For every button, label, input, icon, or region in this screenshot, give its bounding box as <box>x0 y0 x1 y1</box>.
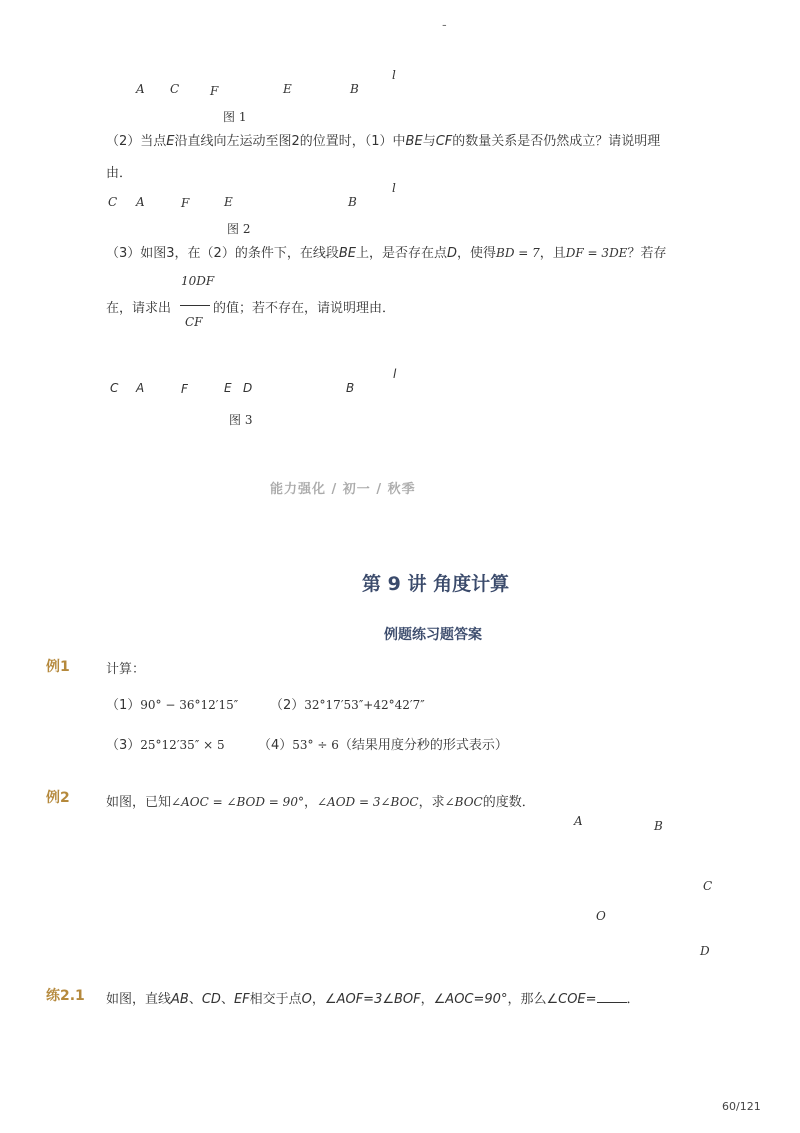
text: ，且 <box>539 246 566 261</box>
item-label: （1） <box>106 698 141 713</box>
line-label-l: l <box>392 181 396 195</box>
point-label: B <box>654 819 663 833</box>
point-label: B <box>350 82 359 96</box>
line-label-l: l <box>392 68 396 82</box>
var-d: D <box>446 246 457 261</box>
text: ， <box>420 992 434 1007</box>
point-label: A <box>574 814 583 828</box>
var-ef: EF <box>233 992 250 1007</box>
equation: ∠AOD = 3∠BOC <box>316 795 419 809</box>
equation: ∠AOC=90° <box>433 992 508 1007</box>
point-label: E <box>224 381 232 395</box>
item-label: （4） <box>258 738 293 753</box>
question-2-line-1 <box>106 130 660 149</box>
point-label: E <box>224 195 233 209</box>
text: ？若存 <box>627 246 667 261</box>
line-label-l: l <box>393 367 397 381</box>
fraction-bar <box>180 305 210 306</box>
equation: ∠COE= <box>546 992 597 1007</box>
point-label: B <box>346 381 355 395</box>
example-1-item-4 <box>258 734 508 753</box>
equation: BD = 7 <box>496 246 540 260</box>
point-label: D <box>243 381 253 395</box>
point-label: F <box>181 196 190 210</box>
point-label: O <box>596 909 606 923</box>
text: 沿直线向左运动至图2的位置时，（1）中 <box>174 134 406 149</box>
example-1-item-1 <box>106 694 238 713</box>
item-label: （2） <box>270 698 305 713</box>
point-label: F <box>181 382 188 396</box>
example-2-label: 例2 <box>46 790 70 806</box>
expression: 25°12′35″ × 5 <box>140 738 225 752</box>
figure-caption: 图 3 <box>229 413 253 427</box>
point-label: A <box>136 381 145 395</box>
practice-2-1-label: 练2.1 <box>46 988 85 1004</box>
var-o: O <box>301 992 312 1007</box>
point-label: C <box>170 82 180 96</box>
section-title: 例题练习题答案 <box>384 627 482 643</box>
text: 、 <box>188 992 202 1007</box>
point-label: E <box>283 82 292 96</box>
note: （结果用度分秒的形式表示） <box>338 738 508 753</box>
point-label: A <box>136 195 145 209</box>
header-mark: - <box>442 18 447 33</box>
course-footer: 能力强化 / 初一 / 秋季 <box>270 482 416 497</box>
text: 与 <box>422 134 436 149</box>
text: 的数量关系是否仍然成立？请说明理 <box>452 134 661 149</box>
text: ，使得 <box>457 246 497 261</box>
figure-caption: 图 1 <box>223 110 247 124</box>
equation: ∠BOC <box>444 795 483 809</box>
point-label: C <box>110 381 119 395</box>
text: 的度数． <box>482 795 535 810</box>
point-label: F <box>210 84 219 98</box>
var-ab: AB <box>171 992 189 1007</box>
expression: 32°17′53″+42°42′7″ <box>304 698 425 712</box>
text: ． <box>626 992 640 1007</box>
page-number: 60/121 <box>722 1100 761 1113</box>
point-label: A <box>136 82 145 96</box>
text: 上，是否存在点 <box>355 246 447 261</box>
expression: 90° − 36°12′15″ <box>140 698 239 712</box>
text: （2）当点 <box>106 134 167 149</box>
example-1-intro: 计算： <box>106 662 146 677</box>
equation: DF = 3DE <box>565 246 628 260</box>
text: ，求 <box>418 795 445 810</box>
var-cf: CF <box>435 134 453 149</box>
example-1-item-3 <box>106 734 225 753</box>
example-1-label: 例1 <box>46 659 70 675</box>
var-cd: CD <box>201 992 221 1007</box>
equation: ∠AOC = ∠BOD = 90° <box>171 795 304 809</box>
point-label: C <box>703 879 713 893</box>
point-label: B <box>348 195 357 209</box>
point-label: D <box>700 944 710 958</box>
text: ，那么 <box>507 992 547 1007</box>
point-label: C <box>108 195 118 209</box>
question-3-line-1 <box>106 242 666 261</box>
var-e: E <box>166 134 175 149</box>
text: 相交于点 <box>249 992 302 1007</box>
item-label: （3） <box>106 738 141 753</box>
practice-2-1-text <box>106 988 640 1007</box>
fraction-numerator: 10DF <box>181 274 215 288</box>
expression: 53° ÷ 6 <box>292 738 339 752</box>
figure-caption: 图 2 <box>227 222 251 236</box>
text: ， <box>303 795 317 810</box>
question-2-line-2: 由． <box>106 166 133 181</box>
var-be: BE <box>405 134 423 149</box>
text: 如图，直线 <box>106 992 172 1007</box>
text: 、 <box>220 992 234 1007</box>
answer-blank <box>597 990 627 1003</box>
example-2-text <box>106 791 535 810</box>
text: 如图，已知 <box>106 795 172 810</box>
text: ， <box>311 992 325 1007</box>
var-be: BE <box>338 246 356 261</box>
question-3-line-2b: 的值；若不存在，请说明理由． <box>213 301 396 316</box>
equation: ∠AOF=3∠BOF <box>324 992 421 1007</box>
question-3-line-2a: 在，请求出 <box>106 301 172 316</box>
fraction-denominator: CF <box>185 315 203 329</box>
example-1-item-2 <box>270 694 425 713</box>
lecture-title: 第 9 讲 角度计算 <box>362 573 510 595</box>
text: （3）如图3，在（2）的条件下，在线段 <box>106 246 339 261</box>
